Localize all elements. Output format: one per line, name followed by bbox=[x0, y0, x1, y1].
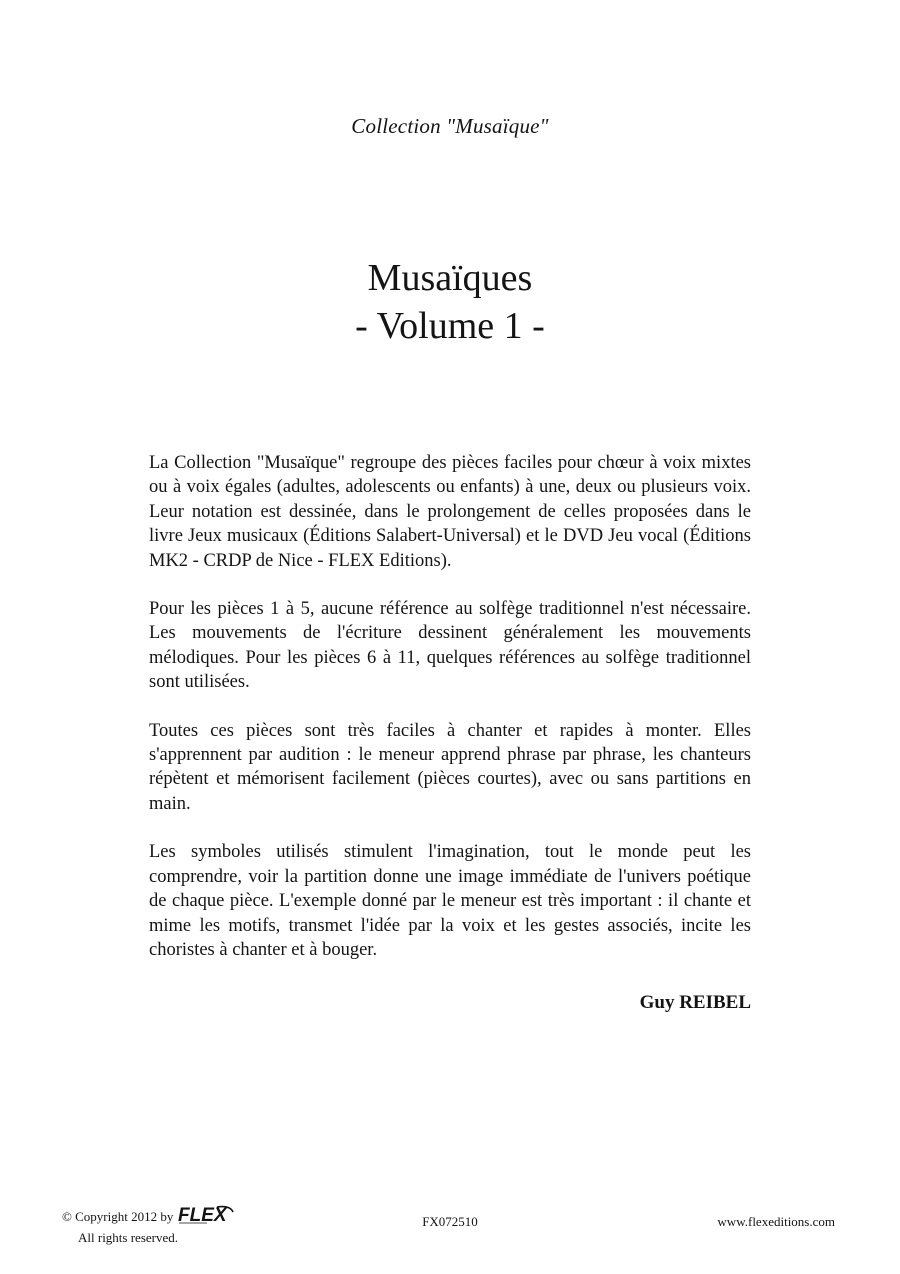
copyright-text: © Copyright 2012 by bbox=[62, 1208, 174, 1224]
paragraph: Pour les pièces 1 à 5, aucune référence au solfège traditionnel n'est nécessaire. Les mouvements de l'écriture dessinent généralement les mouvements mélodiques. Pour les pièces 6 à 11, quelques références au solfège traditionnel sont utilisées. bbox=[149, 599, 751, 693]
title-block bbox=[0, 254, 900, 350]
paragraph: La Collection "Musaïque" regroupe des pièces faciles pour chœur à voix mixtes ou à voix égales (adultes, adolescents ou enfants) à une, deux ou plusieurs voix. Leur notation est dessinée, dans le prolongement de celles proposées dans le livre Jeux musicaux (Éditions Salabert-Universal) et le DVD Jeu vocal (Éditions MK2 - CRDP de Nice - FLEX Editions). bbox=[149, 453, 751, 571]
title-line-1: Musaïques bbox=[367, 257, 533, 299]
website-url: www.flexeditions.com bbox=[717, 1214, 835, 1229]
paragraph: Les symboles utilisés stimulent l'imagination, tout le monde peut les comprendre, voir la partition donne une image immédiate de l'univers poétique de chaque pièce. L'exemple donné par le meneur est très important : il chante et mime les motifs, transmet l'idée par la voix et les gestes associés, incite les choristes à chanter et à bouger. bbox=[149, 842, 751, 960]
collection-heading: Collection "Musaïque" bbox=[351, 114, 549, 138]
rights-text: All rights reserved. bbox=[78, 1230, 179, 1245]
title-line-2: - Volume 1 - bbox=[355, 305, 545, 347]
flex-logo-text: FLEX bbox=[178, 1205, 227, 1226]
body-text bbox=[149, 451, 751, 986]
author-signature: Guy REIBEL bbox=[639, 992, 751, 1013]
paragraph: Toutes ces pièces sont très faciles à chanter et rapides à monter. Elles s'apprennent par audition : le meneur apprend phrase par phrase, les chanteurs répètent et mémorisent facilement (pièces courtes), avec ou sans partitions en main. bbox=[149, 720, 751, 814]
catalog-number: FX072510 bbox=[422, 1214, 478, 1229]
